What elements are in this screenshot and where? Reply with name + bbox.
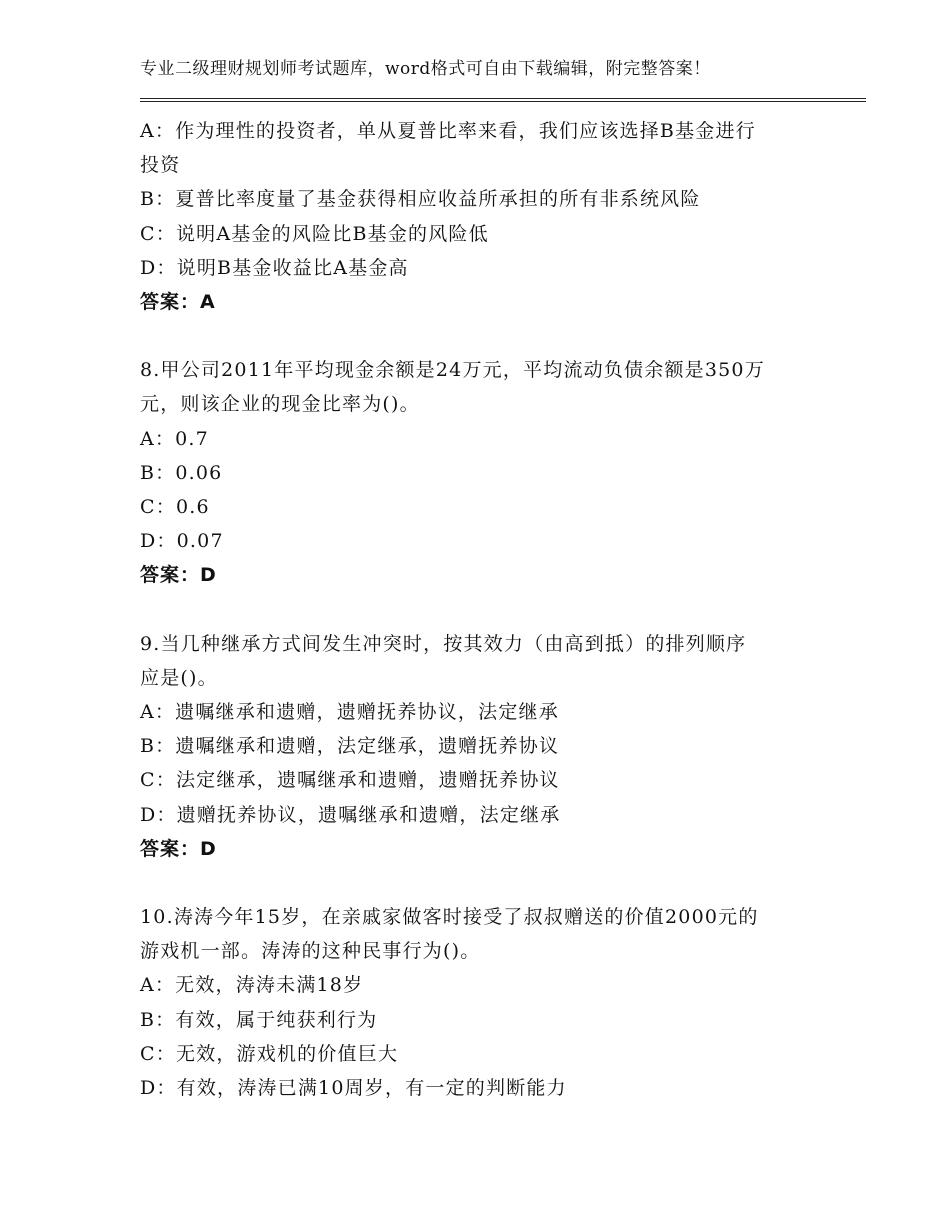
page-header: 专业二级理财规划师考试题库，word格式可自由下载编辑，附完整答案！ [140, 59, 711, 79]
answer-label: 答案：D [140, 564, 217, 587]
option-c: C：法定继承，遗嘱继承和遗赠，遗赠抚养协议 [140, 769, 560, 792]
option-d: D：说明B基金收益比A基金高 [140, 256, 409, 279]
option-b: B：遗嘱继承和遗赠，法定继承，遗赠抚养协议 [140, 735, 560, 758]
question-block-9 [140, 627, 820, 866]
option-a: A：无效，涛涛未满18岁 [140, 974, 364, 997]
question-block-10 [140, 900, 820, 1105]
question-text-line-1: 10.涛涛今年15岁，在亲戚家做客时接受了叔叔赠送的价值2000元的 [140, 906, 759, 929]
question-block-7 [140, 114, 820, 319]
option-a-line-2: 投资 [140, 154, 181, 177]
option-a: A：遗嘱继承和遗赠，遗赠抚养协议，法定继承 [140, 701, 559, 724]
option-b: B：有效，属于纯获利行为 [140, 1008, 378, 1031]
answer-label: 答案：D [140, 837, 217, 860]
question-block-8 [140, 353, 820, 592]
answer-label: 答案：A [140, 291, 216, 314]
question-text-line-2: 元，则该企业的现金比率为()。 [140, 393, 420, 416]
option-d: D：有效，涛涛已满10周岁，有一定的判断能力 [140, 1077, 567, 1100]
option-c: C：0.6 [140, 496, 210, 519]
header-double-rule [140, 98, 866, 102]
option-c: C：无效，游戏机的价值巨大 [140, 1042, 399, 1065]
question-text-line-1: 8.甲公司2011年平均现金余额是24万元，平均流动负债余额是350万 [140, 359, 765, 382]
question-text-line-2: 应是()。 [140, 666, 218, 689]
option-d: D：0.07 [140, 530, 224, 553]
question-text-line-2: 游戏机一部。涛涛的这种民事行为()。 [140, 940, 481, 963]
option-b: B：夏普比率度量了基金获得相应收益所承担的所有非系统风险 [140, 188, 701, 211]
option-a: A：0.7 [140, 427, 209, 450]
option-c: C：说明A基金的风险比B基金的风险低 [140, 222, 489, 245]
question-text-line-1: 9.当几种继承方式间发生冲突时，按其效力（由高到抵）的排列顺序 [140, 632, 747, 655]
option-a-line-1: A：作为理性的投资者，单从夏普比率来看，我们应该选择B基金进行 [140, 120, 756, 142]
option-b: B：0.06 [140, 461, 223, 484]
option-d: D：遗赠抚养协议，遗嘱继承和遗赠，法定继承 [140, 803, 561, 826]
question-content [140, 114, 820, 1139]
